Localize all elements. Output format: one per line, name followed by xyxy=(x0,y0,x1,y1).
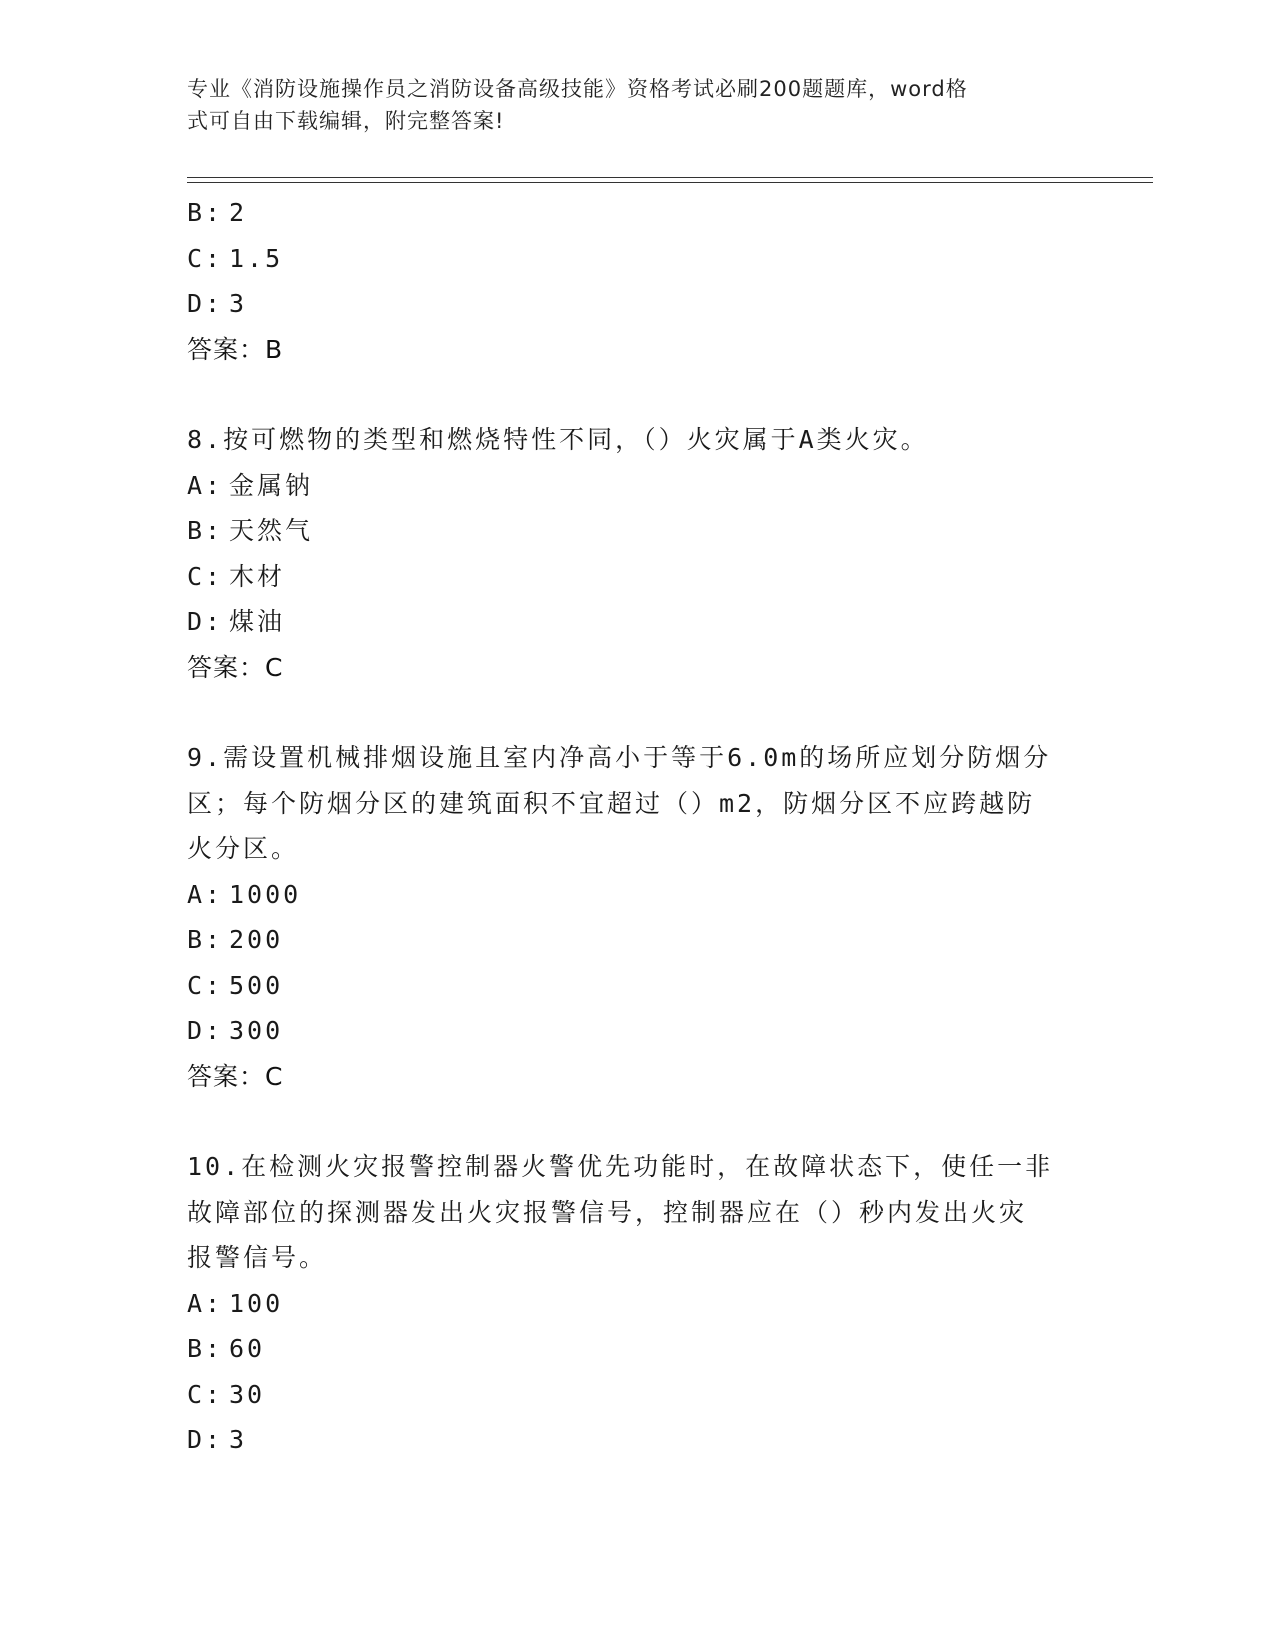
option-letter: B: xyxy=(187,1334,224,1363)
option-a xyxy=(187,872,1087,918)
question-8 xyxy=(187,417,1087,690)
question-stem-line-2: 故障部位的探测器发出火灾报警信号，控制器应在（）秒内发出火灾 xyxy=(187,1197,1028,1227)
option-text: 1000 xyxy=(229,879,302,909)
question-stem-line-2: 区；每个防烟分区的建筑面积不宜超过（）m2，防烟分区不应跨越防 xyxy=(187,788,1036,818)
spacer xyxy=(187,372,1087,417)
question-10 xyxy=(187,1144,1087,1463)
option-text: 煤油 xyxy=(229,607,286,636)
option-text: 木材 xyxy=(229,561,286,591)
option-text: 金属钠 xyxy=(229,470,314,500)
option-letter: D: xyxy=(187,607,224,636)
header-line-2: 式可自由下载编辑，附完整答案! xyxy=(187,109,505,133)
option-c xyxy=(187,963,1087,1009)
answer-line: 答案：C xyxy=(187,1061,284,1091)
option-letter: D: xyxy=(187,289,224,318)
option-text: 100 xyxy=(229,1288,284,1318)
question-stem-line-1: 10.在检测火灾报警控制器火警优先功能时，在故障状态下，使任一非 xyxy=(187,1152,1054,1181)
option-d xyxy=(187,599,1087,645)
option-letter: B: xyxy=(187,925,224,954)
spacer xyxy=(187,690,1087,735)
option-letter: A: xyxy=(187,1288,224,1318)
option-letter: A: xyxy=(187,879,224,909)
option-c xyxy=(187,236,1087,282)
question-stem-line-1: 9.需设置机械排烟设施且室内净高小于等于6.0m的场所应划分防烟分 xyxy=(187,743,1052,772)
option-letter: D: xyxy=(187,1016,224,1045)
option-b xyxy=(187,1326,1087,1372)
option-letter: C: xyxy=(187,243,224,273)
option-a xyxy=(187,1281,1087,1327)
option-c xyxy=(187,554,1087,600)
option-text: 3 xyxy=(229,289,248,318)
option-text: 300 xyxy=(229,1016,284,1045)
option-b xyxy=(187,917,1087,963)
spacer xyxy=(187,1099,1087,1144)
question-stem: 8.按可燃物的类型和燃烧特性不同，（）火灾属于A类火灾。 xyxy=(187,425,929,454)
option-letter: C: xyxy=(187,970,224,1000)
answer-line: 答案：C xyxy=(187,652,284,682)
question-9 xyxy=(187,735,1087,1099)
header-rule-bottom xyxy=(187,182,1153,183)
option-b xyxy=(187,508,1087,554)
question-stem-line-3: 报警信号。 xyxy=(187,1243,328,1272)
option-a xyxy=(187,463,1087,509)
option-text: 30 xyxy=(229,1379,266,1409)
header-rule-top xyxy=(187,177,1153,178)
answer-line: 答案：B xyxy=(187,334,284,364)
option-text: 60 xyxy=(229,1334,266,1363)
option-text: 200 xyxy=(229,925,284,954)
question-7-continued xyxy=(187,190,1087,372)
option-d xyxy=(187,1417,1087,1463)
option-letter: B: xyxy=(187,198,224,227)
option-text: 2 xyxy=(229,198,248,227)
option-letter: C: xyxy=(187,1379,224,1409)
option-letter: C: xyxy=(187,561,224,591)
question-content xyxy=(187,190,1087,1463)
option-d xyxy=(187,281,1087,327)
option-text: 500 xyxy=(229,970,284,1000)
option-letter: D: xyxy=(187,1425,224,1454)
option-text: 天然气 xyxy=(229,516,314,545)
document-header xyxy=(187,73,1067,137)
option-c xyxy=(187,1372,1087,1418)
option-d xyxy=(187,1008,1087,1054)
option-letter: A: xyxy=(187,470,224,500)
option-letter: B: xyxy=(187,516,224,545)
question-stem-line-3: 火分区。 xyxy=(187,834,300,863)
option-text: 1.5 xyxy=(229,243,284,273)
option-b xyxy=(187,190,1087,236)
header-line-1: 专业《消防设施操作员之消防设备高级技能》资格考试必刷200题题库，word格 xyxy=(187,77,968,101)
option-text: 3 xyxy=(229,1425,248,1454)
